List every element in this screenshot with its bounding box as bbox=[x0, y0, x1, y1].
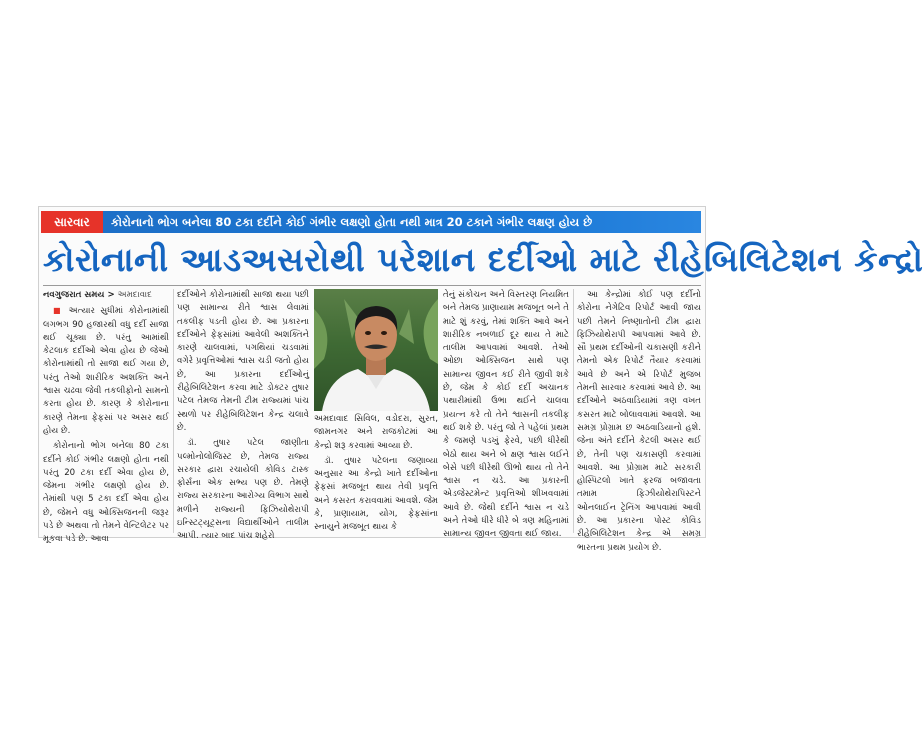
section-tag: સારવાર bbox=[41, 211, 103, 233]
byline: નવગુજરાત સમય > અમદાવાદ bbox=[43, 290, 152, 300]
article-column-1 bbox=[43, 289, 169, 549]
paragraph: દર્દીઓને કોરોનામાંથી સાજા થયા પછી પણ સામાન્ય રીતે શ્વાસ લેવામાં તકલીફ પડતી હોય છે. આ પ્રકારના દર્દીઓને ફેફસાંમાં આવેલી અશક્તિને કારણે ચાલવામાં, પગથિયાં ચડવામાં વગેરે પ્રવૃત્તિઓમાં શ્વાસ ચડી જતો હોય છે, આ પ્રકારના દર્દીઓનું રીહેબિલિટેશન કરવા માટે ડોક્ટર તુષાર પટેલ તેમજ તેમની ટીમ રાજ્યમાં પાંચ સ્થળો પર રીહેબિલિટેશન કેન્દ્ર ચલાવે છે. bbox=[177, 290, 309, 433]
byline-place: અમદાવાદ bbox=[117, 290, 152, 300]
paragraph: ડૉ. તુષાર પટેલ જાણીતા પલ્મોનોલોજિસ્ટ છે, તેમજ રાજ્ય સરકાર દ્વારા રચાયેલી કોવિડ ટાસ્ક ફોર્સના એક સભ્ય પણ છે. તેમણે રાજ્ય સરકારના આરોગ્ય વિભાગ સાથે મળીને રાજ્યની ફિઝિયોથેરાપી ઇન્સ્ટિટ્યૂટ્સના વિદ્યાર્થીઓને તાલીમ આપી. ત્યાર બાદ પાંચ શહેરો bbox=[177, 438, 309, 542]
doctor-portrait-image bbox=[314, 289, 438, 411]
kicker-text: કોરોનાનો ભોગ બનેલા 80 ટકા દર્દીને કોઈ ગંભીર લક્ષણો હોતા નથી માત્ર 20 ટકાને ગંભીર લક્ષણ હોય છે bbox=[103, 211, 701, 233]
article-column-2 bbox=[177, 289, 309, 546]
column-divider bbox=[173, 289, 174, 533]
kicker-strap bbox=[41, 211, 701, 233]
paragraph: કોરોનાનો ભોગ બનેલા 80 ટકા દર્દીને કોઈ ગંભીર લક્ષણો હોતા નથી પરંતુ 20 ટકા દર્દી એવા હોય છે, જેમના ગંભીર લક્ષણો હોય છે. તેમાંથી પણ 5 ટકા દર્દી એવા હોય છે, જેમને વધુ ઓક્સિજનની જરૂર પડે છે અથવા તો તેમને વેન્ટિલેટર પર મૂકવા પડે છે. આવા bbox=[43, 441, 169, 545]
headline: કોરોનાની આડઅસરોથી પરેશાન દર્દીઓ માટે રીહેબિલિટેશન કેન્દ્રો bbox=[43, 240, 923, 279]
paragraph: ડૉ. તુષાર પટેલના જણાવ્યા અનુસાર આ કેન્દ્રો ખાતે દર્દીઓના ફેફસાં મજબૂત થાય તેવી પ્રવૃત્તિ અને કસરત કરાવવામાં આવશે. જેમ કે, પ્રાણાયામ, યોગ, ફેફસાંના સ્નાયુને મજબૂત થાય કે bbox=[314, 455, 438, 533]
paragraph: અત્યાર સુધીમાં કોરોનામાંથી લગભગ 90 હજારથી વધુ દર્દી સાજા થઈ ચૂક્યા છે. પરંતુ આમાંથી કેટલાક દર્દીઓ એવા હોય છે જેઓ કોરોનામાંથી તો સાજા થઈ ગયા છે, પરંતુ તેઓ શારીરિક અશક્તિ અને શ્વાસ ચઢવા જેવી તકલીફોનો સામનો કરતા હોય છે. કારણ કે કોરોનાના કારણે તેમના ફેફસાં પર અસર થઈ હોય છે. bbox=[43, 306, 170, 436]
article-column-5 bbox=[577, 289, 701, 557]
article-column-3 bbox=[314, 413, 438, 533]
paragraph: અમદાવાદ સિવિલ, વડોદરા, સુરત, જામનગર અને રાજકોટમાં આ કેન્દ્રો શરૂ કરવામાં આવ્યા છે. bbox=[314, 414, 438, 451]
portrait-photo bbox=[314, 289, 438, 411]
byline-paper: નવગુજરાત સમય bbox=[43, 290, 105, 300]
paragraph: આ કેન્દ્રોમાં કોઈ પણ દર્દીનો કોરોના નેગેટિવ રિપોર્ટ આવી જાય પછી તેમને નિષ્ણાતોની ટીમ દ્વારા ફિઝિયોથેરાપી આપવામાં આવે છે. સૌ પ્રથમ દર્દીઓની ચકાસણી કરીને તેમનો એક રિપોર્ટ તૈયાર કરવામાં આવે છે અને એ રિપોર્ટ મુજબ તેમની સારવાર કરવામાં આવે છે. આ દર્દીઓને અઠવાડિયામાં ત્રણ વખત કસરત માટે બોલાવવામાં આવશે. આ સમગ્ર પ્રોગ્રામ છ અઠવાડિયાનો હશે. જેના અંતે દર્દીને કેટલી અસર થઈ છે, તેની પણ ચકાસણી કરવામાં આવશે. આ પ્રોગ્રામ માટે સરકારી હોસ્પિટલો ખાતે ફરજ બજાવતા તમામ ફિઝીયોથેરાપિસ્ટને ઓનલાઈન ટ્રેનિંગ આપવામાં આવી છે. આ પ્રકારના પોસ્ટ કોવિડ રીહેબિલિટેશન કેન્દ્ર એ સમગ્ર ભારતના પ્રથમ પ્રયોગ છે. bbox=[577, 290, 701, 553]
article-column-4 bbox=[443, 289, 569, 544]
bullet-icon: ■ bbox=[53, 306, 64, 316]
paragraph: તેનું સંકોચન અને વિસ્તરણ નિયમિત બને તેમજ પ્રાણાયામ મજબૂત બને તે માટે શું કરવું, તેમાં શક્તિ આવે અને શારીરિક નબળાઈ દૂર થાય તે માટે તાલીમ આપવામાં આવશે. તેઓ ઓછા ઓક્સિજન સાથે પણ સામાન્ય જીવન કઈ રીતે જીવી શકે છે, જેમ કે કોઈ દર્દી અચાનક પથારીમાંથી ઉભા થઈને ચાલવા પ્રયત્ન કરે તો તેને શ્વાસની તકલીફ થઈ શકે છે. પરંતુ જો તે પહેલાં પ્રથમ કે જમણે પડખું ફેરવે, પછી ધીરેથી બેઠો થાય અને બે ક્ષણ શ્વાસ લઈને બેસે પછી ધીરેથી ઊભો થાય તો તેને શ્વાસ ન ચડે. આ પ્રકારની એડજેસ્ટમેન્ટ પ્રવૃત્તિઓ શીખવવામાં આવે છે. જેથી દર્દીને શ્વાસ ન ચડે અને તેઓ ધીરે ધીરે બે ત્રણ મહિનામાં સામાન્ય જીવન જીવતા થઈ જાય. bbox=[443, 290, 569, 540]
headline-rule bbox=[43, 285, 701, 286]
column-divider bbox=[573, 289, 574, 533]
news-clipping bbox=[38, 206, 923, 553]
